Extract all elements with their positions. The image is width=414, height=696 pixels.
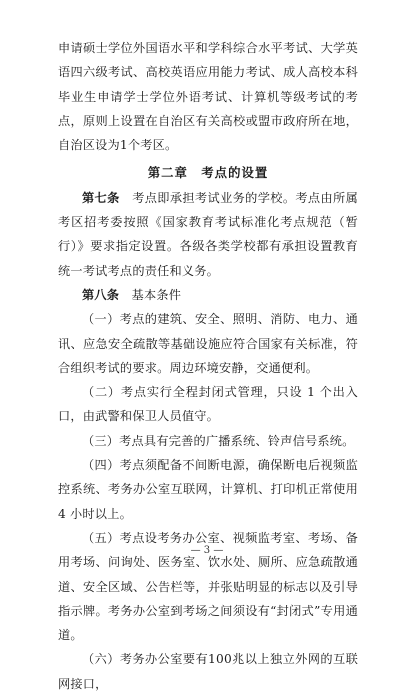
clause-1: （一）考点的建筑、安全、照明、消防、电力、通讯、应急安全疏散等基础设施应符合国家有关标准，符合组织考试的要求。周边环境安静，交通便利。: [58, 312, 358, 375]
clause-5: （五）考点设考务办公室、视频监考室、考场、备用考场、问询处、医务室、饮水处、厕所、应急疏散通道、安全区域、公告栏等，并张贴明显的标志以及引导指示牌。考务办公室到考场之间须设有“封闭式”专用通道。: [58, 530, 358, 643]
page-number: — 3 —: [190, 545, 224, 556]
paragraph-exam-venues: 申请硕士学位外国语水平和学科综合水平考试、大学英语四六级考试、高校英语应用能力考试、成人高校本科毕业生申请学士学位外语考试、计算机等级考试的考点，原则上设置在自治区有关高校或盟市政府所在地，自治区设为1个考区。: [58, 41, 358, 153]
article-8-text: 基本条件: [119, 287, 182, 302]
article-7-label: 第七条: [82, 190, 120, 205]
article-7: [58, 186, 358, 283]
article-7-text: 考点即承担考试业务的学校。考点由所属考区招考委按照《国家教育考试标准化考点规范（暂行）》要求指定设置。各级各类学校都有承担设置教育统一考试考点的责任和义务。: [58, 190, 358, 278]
clause-3: （三）考点具有完善的广播系统、铃声信号系统。: [82, 433, 355, 448]
clause-6: （六）考务办公室要有100兆以上独立外网的互联网接口，: [58, 652, 358, 691]
clause-2: （二）考点实行全程封闭式管理，只设 1 个出入口，由武警和保卫人员值守。: [58, 385, 358, 424]
chapter-title: 第二章 考点的设置: [147, 165, 269, 181]
page-content: [58, 36, 358, 696]
article-8-label: 第八条: [82, 287, 120, 302]
clause-4: （四）考点须配备不间断电源，确保断电后视频监控系统、考务办公室互联网，计算机、打印机正常使用 4 小时以上。: [58, 458, 358, 521]
article-8: [58, 283, 358, 307]
